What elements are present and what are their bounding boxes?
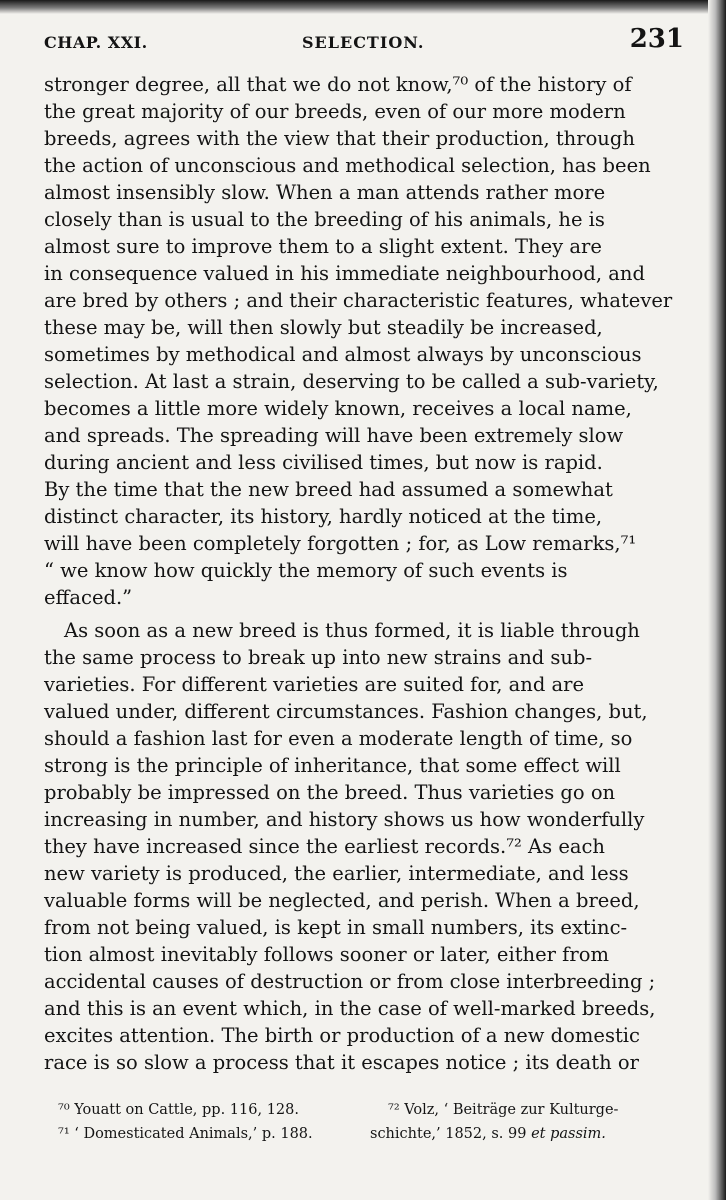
text-line: in consequence valued in his immediate neighbourhood, and: [44, 262, 645, 285]
footnote-72-italic: et passim.: [531, 1126, 606, 1142]
footnote-72-text: schichte,’ 1852, s. 99: [370, 1126, 532, 1142]
text-line: new variety is produced, the earlier, intermediate, and less: [44, 862, 629, 885]
scan-top-edge: [0, 0, 726, 14]
running-header: [44, 24, 684, 66]
text-line: are bred by others ; and their characteristic features, whatever: [44, 289, 673, 312]
footnote-71: ⁷¹ ‘ Domesticated Animals,’ p. 188.: [58, 1126, 313, 1142]
text-line: race is so slow a process that it escapes notice ; its death or: [44, 1051, 639, 1074]
text-line: the action of unconscious and methodical selection, has been: [44, 154, 651, 177]
text-line: strong is the principle of inheritance, that some effect will: [44, 754, 621, 777]
text-line: almost insensibly slow. When a man attends rather more: [44, 181, 606, 204]
body-text: [44, 72, 684, 1090]
text-line: selection. At last a strain, deserving to be called a sub-variety,: [44, 370, 659, 393]
text-line: the same process to break up into new strains and sub-: [44, 646, 593, 669]
text-line: and spreads. The spreading will have been extremely slow: [44, 424, 624, 447]
chapter-label: CHAP. XXI.: [44, 33, 148, 52]
paragraph-first-line: As soon as a new breed is thus formed, it is liable through: [64, 619, 640, 642]
text-line: from not being valued, is kept in small numbers, its extinc-: [44, 916, 628, 939]
text-line: during ancient and less civilised times, but now is rapid.: [44, 451, 603, 474]
text-line: these may be, will then slowly but steadily be increased,: [44, 316, 603, 339]
text-line: By the time that the new breed had assumed a somewhat: [44, 478, 613, 501]
text-line: they have increased since the earliest records.⁷² As each: [44, 835, 605, 858]
text-line: almost sure to improve them to a slight extent. They are: [44, 235, 602, 258]
text-line: “ we know how quickly the memory of such events is: [44, 559, 568, 582]
scan-right-edge: [708, 0, 726, 1200]
text-line: distinct character, its history, hardly noticed at the time,: [44, 505, 603, 528]
text-line: sometimes by methodical and almost always by unconscious: [44, 343, 642, 366]
page-number: 231: [629, 24, 684, 54]
text-line: varieties. For different varieties are suited for, and are: [44, 673, 585, 696]
text-line: effaced.”: [44, 586, 133, 609]
text-line: excites attention. The birth or production of a new domestic: [44, 1024, 640, 1047]
running-title: SELECTION.: [302, 33, 425, 52]
text-line: valuable forms will be neglected, and perish. When a breed,: [44, 889, 640, 912]
text-line: becomes a little more widely known, receives a local name,: [44, 397, 632, 420]
footnote-72: ⁷² Volz, ‘ Beiträge zur Kulturge-: [388, 1102, 619, 1118]
text-line: breeds, agrees with the view that their production, through: [44, 127, 635, 150]
footnote-70: ⁷⁰ Youatt on Cattle, pp. 116, 128.: [58, 1102, 299, 1118]
text-line: the great majority of our breeds, even of our more modern: [44, 100, 626, 123]
text-line: will have been completely forgotten ; for, as Low remarks,⁷¹: [44, 532, 637, 555]
text-line: should a fashion last for even a moderate length of time, so: [44, 727, 633, 750]
text-line: stronger degree, all that we do not know,⁷⁰ of the history of: [44, 73, 632, 96]
text-line: increasing in number, and history shows us how wonderfully: [44, 808, 645, 831]
text-line: and this is an event which, in the case of well-marked breeds,: [44, 997, 656, 1020]
text-line: tion almost inevitably follows sooner or later, either from: [44, 943, 609, 966]
text-line: accidental causes of destruction or from close interbreeding ;: [44, 970, 656, 993]
footnote-72-continued: [370, 1126, 606, 1142]
text-line: probably be impressed on the breed. Thus varieties go on: [44, 781, 616, 804]
text-line: valued under, different circumstances. Fashion changes, but,: [44, 700, 648, 723]
text-line: closely than is usual to the breeding of his animals, he is: [44, 208, 605, 231]
footnotes: [44, 1102, 684, 1152]
